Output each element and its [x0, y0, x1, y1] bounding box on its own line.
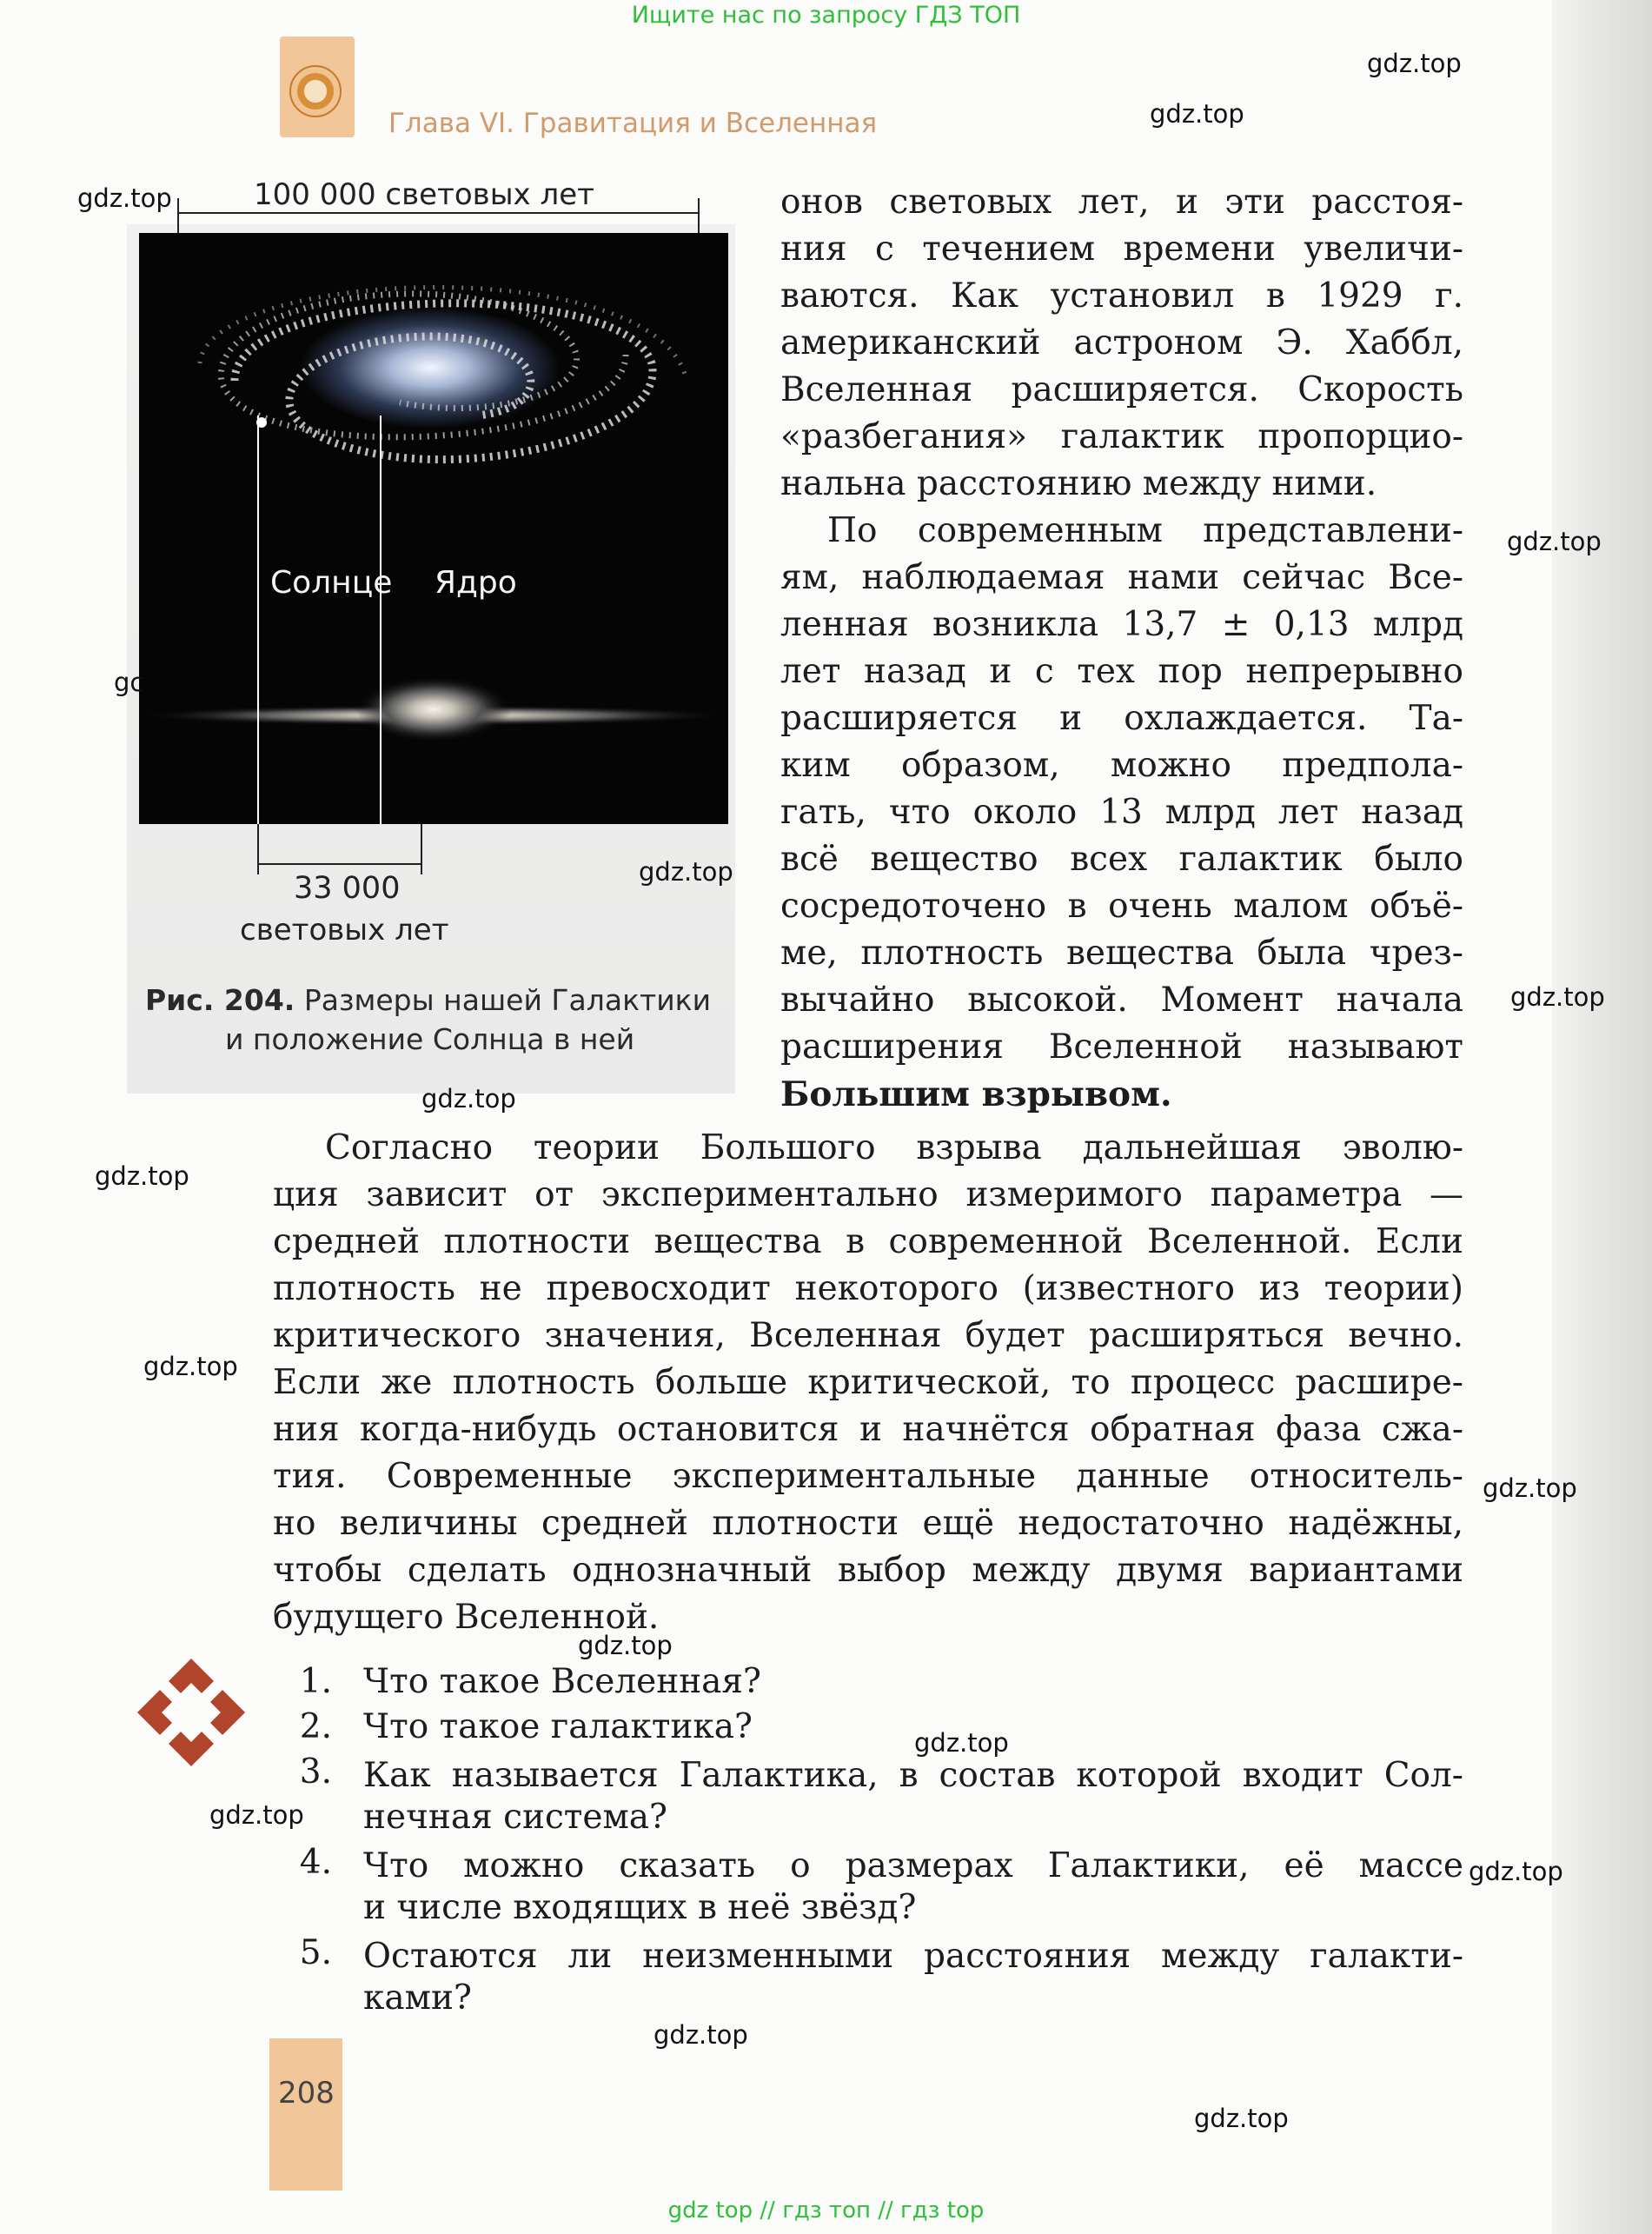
- watermark[interactable]: gdz.top: [654, 2020, 748, 2050]
- body-line: «разбегания» галактик пропорцио-: [780, 417, 1463, 456]
- watermark[interactable]: gdz.top: [914, 1728, 1009, 1758]
- question-text: ками?: [363, 1978, 472, 2018]
- body-line: плотность не превосходит некоторого (известного из теории): [273, 1269, 1463, 1308]
- body-line: Если же плотность больше критической, то процесс расшире-: [273, 1363, 1463, 1402]
- question-number: 5.: [299, 1933, 332, 1972]
- question-text: Остаются ли неизменными расстояния между галакти-: [363, 1937, 1463, 1976]
- body-line: онов световых лет, и эти расстоя-: [780, 183, 1463, 222]
- questions-icon: [130, 1652, 252, 1773]
- watermark[interactable]: gdz.top: [77, 183, 172, 213]
- question-text: Что такое Вселенная?: [363, 1662, 761, 1701]
- page-number-tab: [269, 2038, 342, 2191]
- body-line: средней плотности вещества в современной Вселенной. Если: [273, 1222, 1463, 1261]
- body-line: ваются. Как установил в 1929 г.: [780, 276, 1463, 316]
- body-line: ния с течением времени увеличи-: [780, 229, 1463, 269]
- body-line: ния когда-нибудь остановится и начнётся обратная фаза сжа-: [273, 1410, 1463, 1449]
- watermark[interactable]: gdz.top: [1507, 527, 1602, 556]
- body-line: ким образом, можно предпола-: [780, 746, 1463, 785]
- question-text: и числе входящих в неё звёзд?: [363, 1888, 917, 1927]
- watermark-partial: gc: [114, 668, 144, 697]
- question-number: 4.: [299, 1843, 332, 1882]
- chapter-icon: [289, 65, 342, 117]
- question-text: нечная система?: [363, 1798, 667, 1837]
- thickness-line: [257, 863, 422, 865]
- body-line: гать, что около 13 млрд лет назад: [780, 793, 1463, 832]
- body-line: критического значения, Вселенная будет расширяться вечно.: [273, 1316, 1463, 1355]
- watermark[interactable]: gdz.top: [1367, 49, 1462, 78]
- watermark[interactable]: gdz.top: [1483, 1473, 1577, 1503]
- question-number: 3.: [299, 1752, 332, 1792]
- figure-number: Рис. 204.: [145, 983, 295, 1017]
- page-edge: [1552, 0, 1652, 2234]
- body-line: американский астроном Э. Хаббл,: [780, 323, 1463, 362]
- body-line: тия. Современные экспериментальные данные относитель-: [273, 1457, 1463, 1496]
- question-number: 1.: [299, 1662, 332, 1701]
- page-number: 208: [278, 2076, 335, 2111]
- body-line: расширения Вселенной называют: [780, 1027, 1463, 1067]
- body-line: расширяется и охлаждается. Та-: [780, 699, 1463, 738]
- caption-line-1: Размеры нашей Галактики: [295, 983, 712, 1017]
- watermark[interactable]: gdz.top: [639, 857, 733, 887]
- watermark[interactable]: gdz.top: [421, 1084, 516, 1114]
- chapter-title: Глава VI. Гравитация и Вселенная: [388, 108, 878, 139]
- body-line: ция зависит от экспериментально измеримого параметра —: [273, 1175, 1463, 1214]
- watermark[interactable]: gdz.top: [209, 1800, 304, 1830]
- term-big-bang: Большим взрывом.: [780, 1074, 1172, 1114]
- watermark[interactable]: gdz.top: [143, 1352, 238, 1381]
- question-text: Что можно сказать о размерах Галактики, её массе: [363, 1846, 1463, 1885]
- watermark[interactable]: gdz.top: [578, 1631, 673, 1660]
- watermark[interactable]: gdz.top: [1510, 982, 1605, 1012]
- body-line: вычайно высокой. Момент начала: [780, 981, 1463, 1020]
- body-line: Вселенная расширяется. Скорость: [780, 370, 1463, 409]
- figure-caption: [145, 981, 719, 1059]
- body-line: чтобы сделать однозначный выбор между двумя вариантами: [273, 1551, 1463, 1590]
- body-line: нальна расстоянию между ними.: [780, 464, 1377, 503]
- question-text: Как называется Галактика, в состав которой входит Сол-: [363, 1756, 1463, 1795]
- thickness-value: 33 000: [294, 871, 401, 906]
- body-line: По современным представлени-: [827, 511, 1463, 550]
- thickness-tick-left: [257, 824, 259, 874]
- galaxy-image: [139, 233, 728, 824]
- body-line: но величины средней плотности ещё недостаточно надёжны,: [273, 1504, 1463, 1543]
- sun-label: Солнце: [270, 565, 393, 601]
- question-number: 2.: [299, 1707, 332, 1746]
- top-banner[interactable]: Ищите нас по запросу ГДЗ ТОП: [631, 2, 1021, 29]
- core-label: Ядро: [435, 565, 517, 601]
- question-text: Что такое галактика?: [363, 1707, 753, 1746]
- body-line: сосредоточено в очень малом объё-: [780, 887, 1463, 926]
- body-line: Согласно теории Большого взрыва дальнейшая эволю-: [325, 1128, 1463, 1167]
- body-line: будущего Вселенной.: [273, 1598, 660, 1637]
- watermark[interactable]: gdz.top: [95, 1161, 189, 1191]
- watermark[interactable]: gdz.top: [1150, 99, 1244, 129]
- footer-links[interactable]: gdz top // гдз топ // гдз top: [667, 2197, 985, 2224]
- caption-line-2: и положение Солнца в ней: [225, 1022, 635, 1056]
- body-line: ленная возникла 13,7 ± 0,13 млрд: [780, 605, 1463, 644]
- watermark[interactable]: gdz.top: [1194, 2104, 1289, 2133]
- thickness-unit: световых лет: [240, 913, 449, 947]
- figure-width-line: [178, 212, 700, 214]
- body-line: ям, наблюдаемая нами сейчас Все-: [780, 558, 1463, 597]
- watermark[interactable]: gdz.top: [1469, 1857, 1563, 1886]
- figure-width-label: 100 000 световых лет: [254, 177, 594, 212]
- body-line: ме, плотность вещества была чрез-: [780, 934, 1463, 973]
- thickness-tick-right: [421, 824, 422, 874]
- body-line: лет назад и с тех пор непрерывно: [780, 652, 1463, 691]
- body-line: всё вещество всех галактик было: [780, 840, 1463, 879]
